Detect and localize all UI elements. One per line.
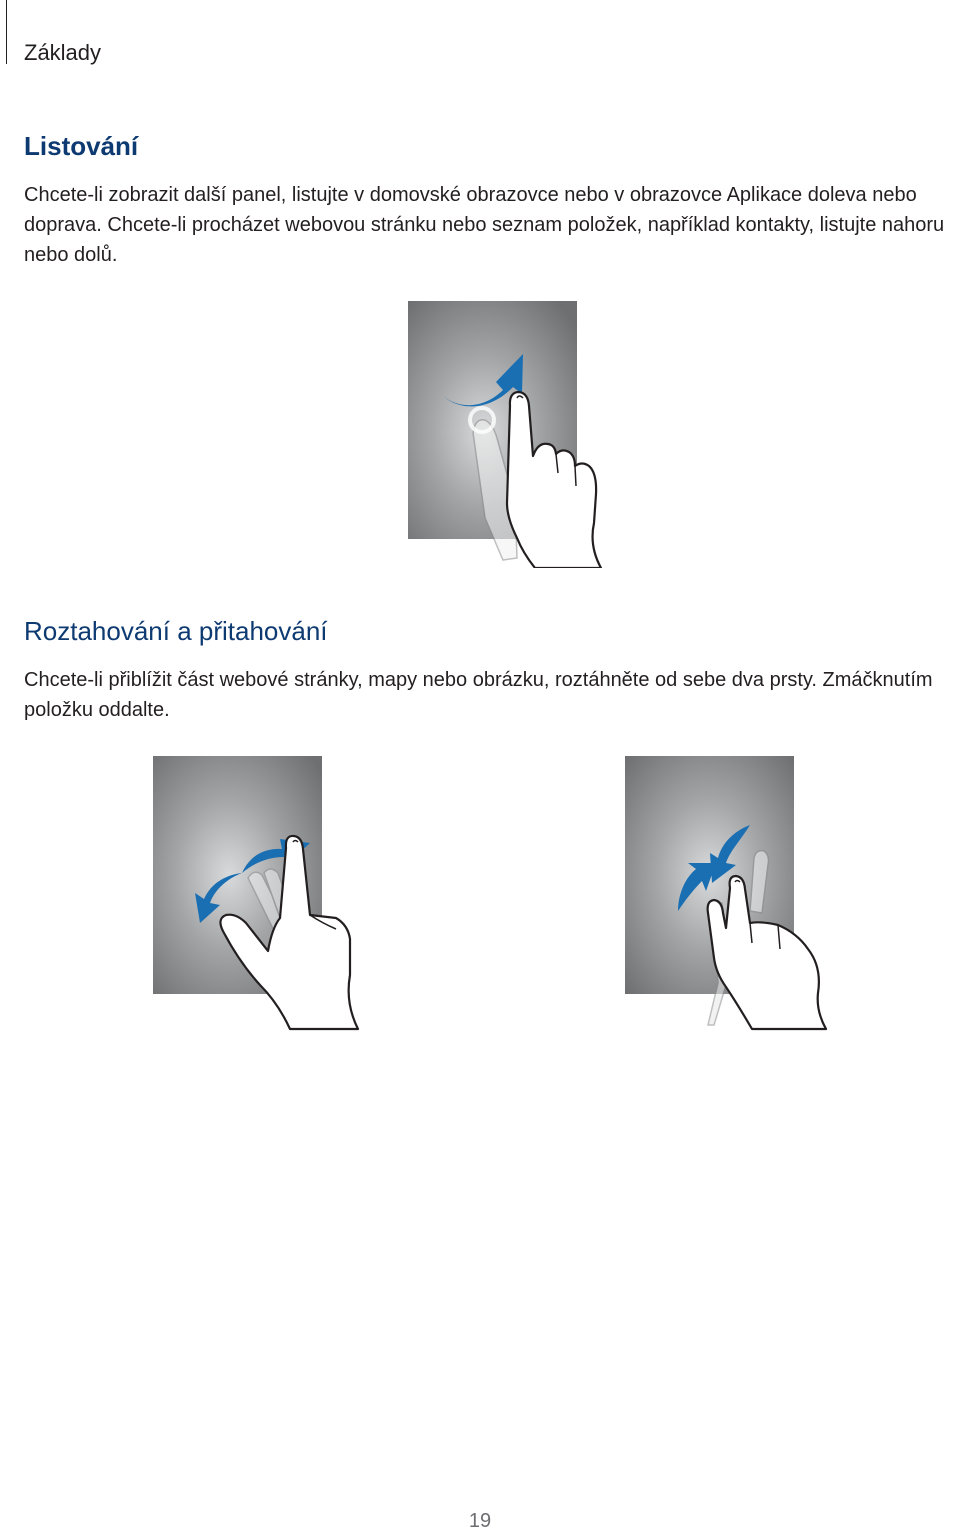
flick-description: Chcete-li zobrazit další panel, listujte v domovské obrazovce nebo v obrazovce Aplikace doleva nebo doprava. Chcete-li procházet webovou stránku nebo seznam položek, například kontakty, listujte nahoru nebo dolů. <box>24 184 945 266</box>
pinch-gesture-illustration <box>622 753 837 1031</box>
margin-rule <box>6 0 7 64</box>
page-number: 19 <box>468 1510 492 1532</box>
pinch-description: Chcete-li přiblížit část webové stránky, mapy nebo obrázku, roztáhněte od sebe dva prsty. Zmáčknutím položku oddalte. <box>24 669 933 721</box>
section-label: Základy <box>24 40 102 65</box>
spread-gesture-illustration <box>150 753 365 1031</box>
flick-gesture-illustration <box>405 298 620 568</box>
flick-heading: Listování <box>24 131 139 161</box>
pinch-heading: Roztahování a přitahování <box>24 616 328 646</box>
